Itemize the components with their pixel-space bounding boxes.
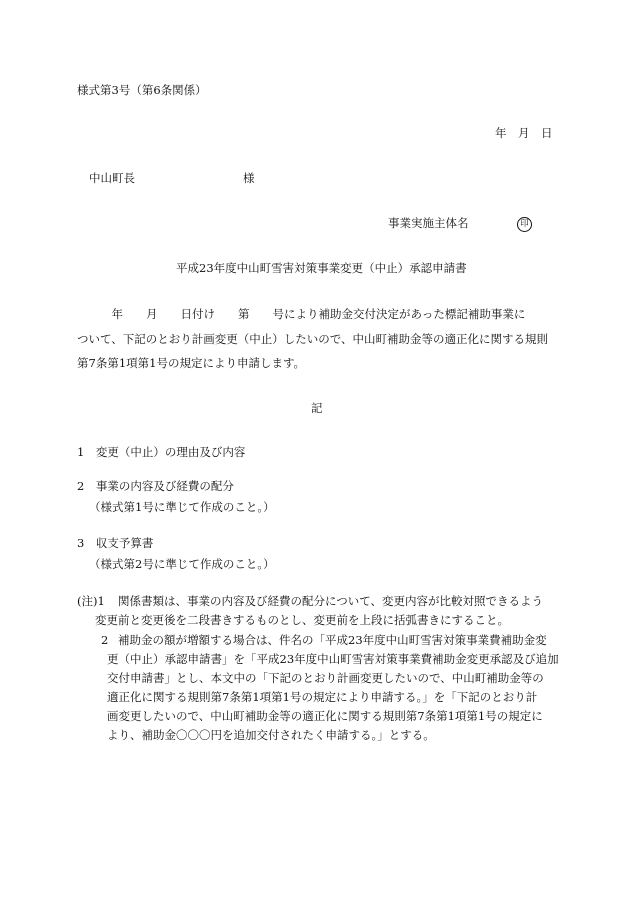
note2-line-3: 交付申請書」とし、本文中の「下記のとおり計画変更したいので、中山町補助金等の bbox=[107, 671, 544, 685]
note1-line-2: 変更前と変更後を二段書きするものとし、変更前を上段に括弧書きにすること。 bbox=[95, 613, 509, 627]
note2-line-1: 補助金の額が増額する場合は、件名の「平成23年度中山町雪害対策事業費補助金変 bbox=[118, 633, 547, 647]
item-2-sub: （様式第1号に準じて作成のこと。） bbox=[89, 500, 275, 514]
item-3-label: 3 収支予算書 bbox=[77, 536, 154, 550]
form-number: 様式第3号（第6条関係） bbox=[77, 83, 207, 97]
note2-line-4: 適正化に関する規則第7条第1項第1号の規定により申請する。」を「下記のとおり計 bbox=[107, 690, 538, 704]
notes-prefix: (注)1 bbox=[77, 594, 105, 608]
note2-line-6: より、補助金〇〇〇円を追加交付されたく申請する。」とする。 bbox=[107, 728, 435, 742]
note2-line-2: 更（中止）承認申請書」を「平成23年度中山町雪害対策事業費補助金変更承認及び追加 bbox=[107, 652, 559, 666]
body-line-2: ついて、下記のとおり計画変更（中止）したいので、中山町補助金等の適正化に関する規則 bbox=[77, 332, 549, 346]
body-line-1: 年 月 日付け 第 号により補助金交付決定があった標記補助事業に bbox=[77, 307, 526, 321]
applicant-label: 事業実施主体名 bbox=[388, 216, 469, 230]
note2-number: 2 bbox=[101, 633, 109, 647]
seal-mark: 印 bbox=[517, 217, 532, 232]
note1-line-1: 関係書類は、事業の内容及び経費の配分について、変更内容が比較対照できるよう bbox=[118, 594, 544, 608]
date-line: 年 月 日 bbox=[495, 126, 553, 140]
item-3-sub: （様式第2号に準じて作成のこと。） bbox=[89, 557, 275, 571]
addressee-honorific: 様 bbox=[243, 171, 255, 185]
note2-line-5: 画変更したいので、中山町補助金等の適正化に関する規則第7条第1項第1号の規定に bbox=[107, 709, 543, 723]
item-2-label: 2 事業の内容及び経費の配分 bbox=[77, 479, 234, 493]
document-title: 平成23年度中山町雪害対策事業変更（中止）承認申請書 bbox=[176, 261, 467, 275]
ki-heading: 記 bbox=[311, 401, 323, 415]
item-1-label: 1 変更（中止）の理由及び内容 bbox=[77, 445, 246, 459]
body-line-3: 第7条第1項第1号の規定により申請します。 bbox=[77, 356, 306, 370]
addressee-title: 中山町長 bbox=[89, 171, 135, 185]
